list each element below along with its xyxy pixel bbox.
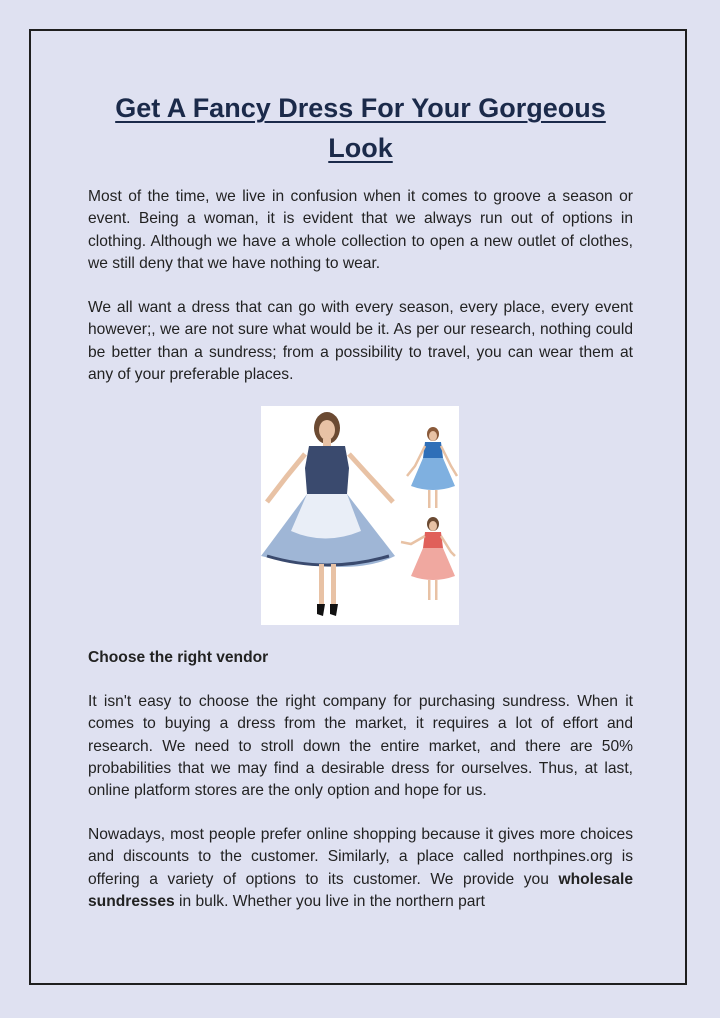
paragraph-text-continued: in bulk. Whether you live in the northern part — [174, 892, 485, 910]
page-title: Get A Fancy Dress For Your Gorgeous Look — [115, 93, 606, 163]
main-model-figure — [261, 412, 395, 616]
paragraph-text: Nowadays, most people prefer online shopping because it gives more choices and discounts to the customer. Similarly, a place called northpines.org is offering a variety of options to its customer. We provide you — [88, 826, 633, 888]
paragraph-vendor: It isn't easy to choose the right company for purchasing sundress. When it comes to buying a dress from the market, it requires a lot of effort and research. We need to stroll down the entire market, and there are 50% probabilities that we may find a desirable dress for ourselves. Thus, at last, online platform stores are the only option and hope for us. — [88, 693, 633, 800]
wholesale-sundresses-link[interactable]: wholesale sundresses — [88, 870, 633, 910]
paragraph-online-shopping — [88, 824, 633, 913]
sundress-models-photo — [261, 406, 459, 625]
coral-dress-model-figure — [401, 517, 455, 600]
paragraph-intro: Most of the time, we live in confusion when it comes to groove a season or event. Being a woman, it is evident that we always run out of options in clothing. Although we have a whole collection to open a new outlet of clothes, we still deny that we have nothing to wear. — [88, 188, 633, 272]
paragraph-sundress: We all want a dress that can go with every season, every place, every event however;, we are not sure what would be it. As per our research, nothing could be better than a sundress; from a possibility to travel, you can wear them at any of your preferable places. — [88, 299, 633, 383]
blue-dress-model-figure — [407, 427, 457, 508]
section-heading: Choose the right vendor — [88, 649, 269, 666]
